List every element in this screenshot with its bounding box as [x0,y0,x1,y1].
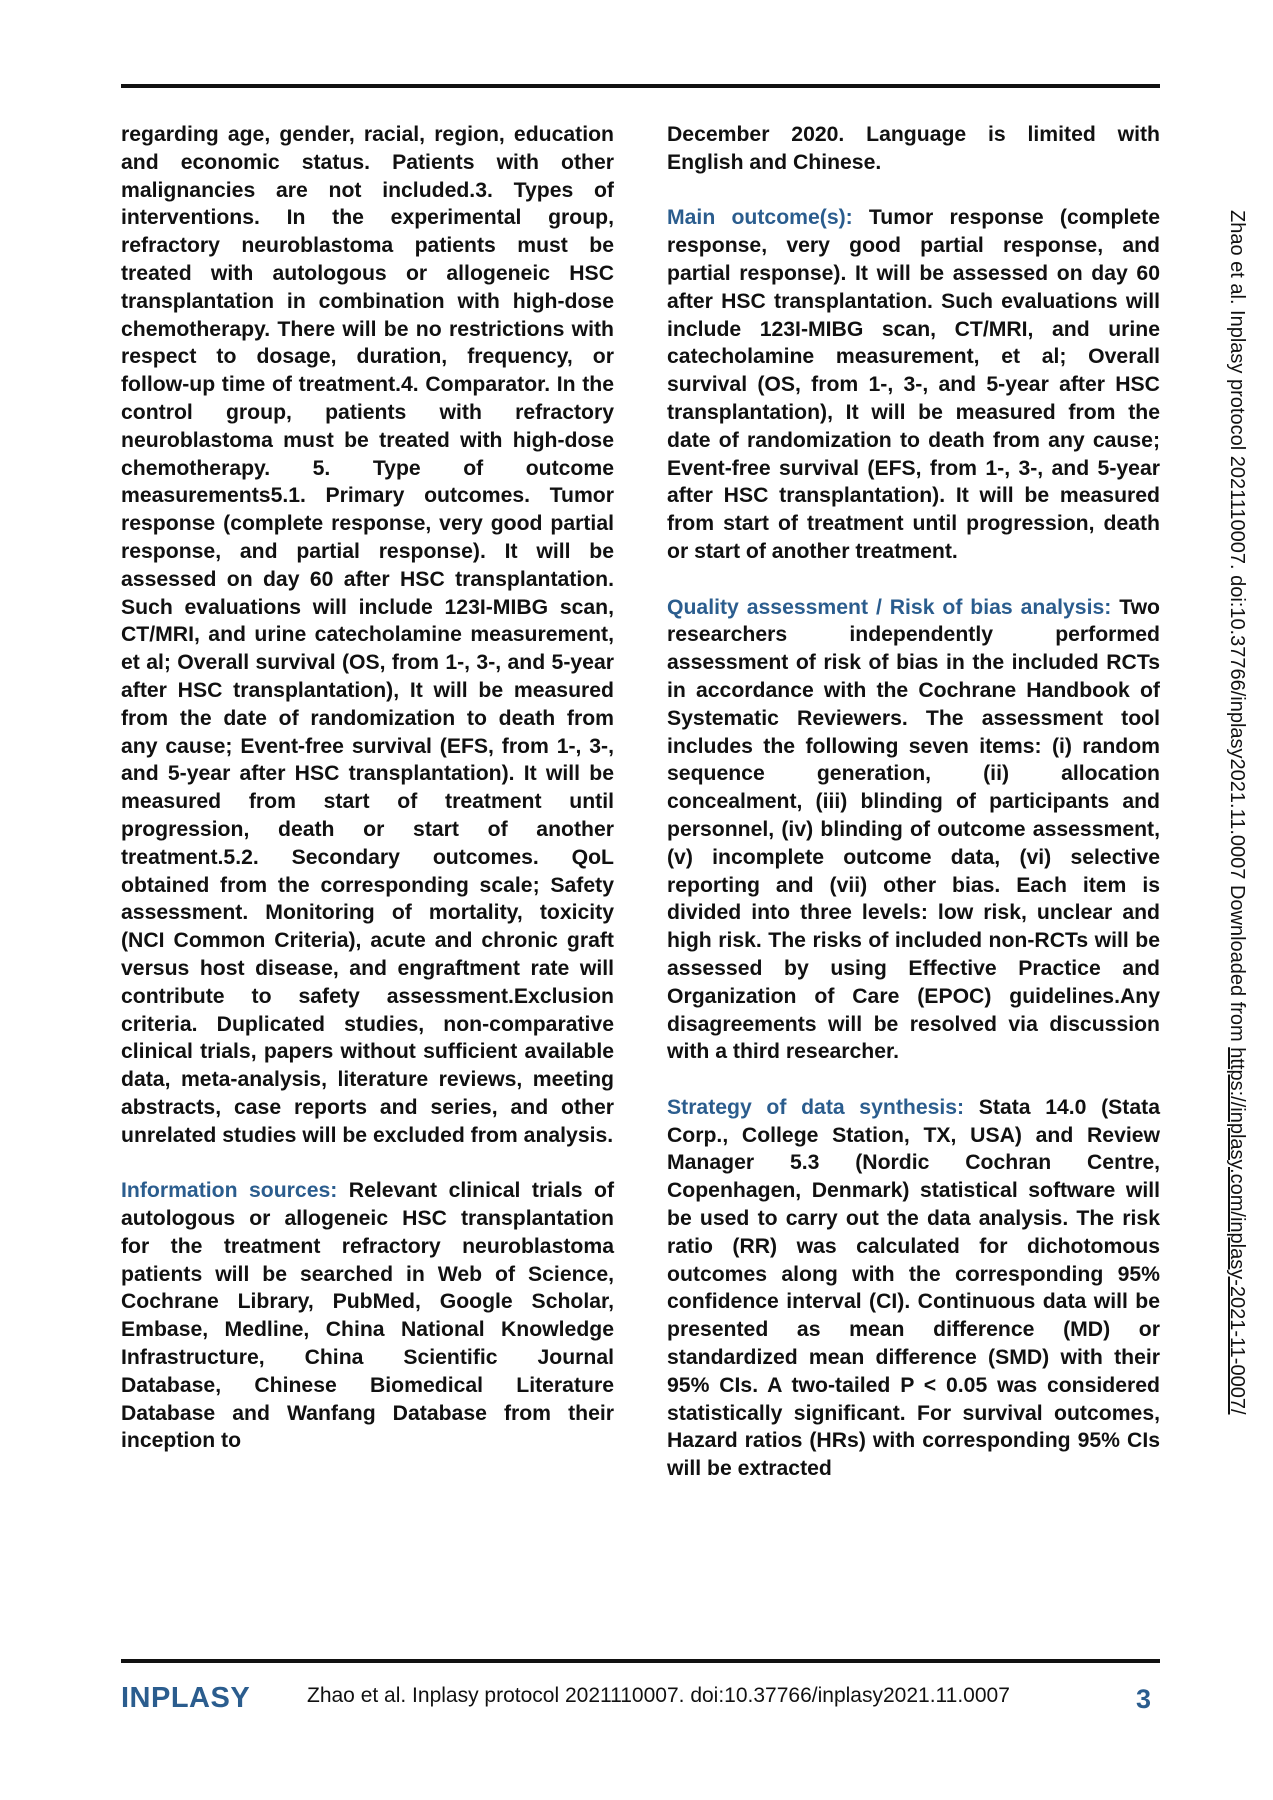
top-rule [121,84,1160,88]
right-column [667,121,1160,1483]
data-synthesis-paragraph [667,1094,1160,1483]
main-outcome-heading: Main outcome(s): [667,206,853,230]
quality-assessment-paragraph [667,594,1160,1067]
main-outcome-paragraph [667,204,1160,565]
footer-citation: Zhao et al. Inplasy protocol 2021110007. doi:10.37766/inplasy2021.11.0007 [307,1684,1010,1707]
data-synthesis-body: Stata 14.0 (Stata Corp., College Station, TX, USA) and Review Manager 5.3 (Nordic Cochran Centre, Copenhagen, Denmark) statistical software will be used to carry out the data analysis. The risk ratio (RR) was calculated for dichotomous outcomes along with the corresponding 95% confidence interval (CI). Continuous data will be presented as mean difference (MD) or standardized mean difference (SMD) with their 95% CIs. A two-tailed P < 0.05 was considered statistically significant. For survival outcomes, Hazard ratios (HRs) with corresponding 95% CIs will be extracted [667,1095,1160,1481]
language-paragraph: December 2020. Language is limited with English and Chinese. [667,123,1160,174]
eligibility-paragraph: regarding age, gender, racial, region, education and economic status. Patients with other malignancies are not included.3. Types of interventions. In the experimental group, refractory neuroblastoma patients must be treated with autologous or allogeneic HSC transplantation in combination with high-dose chemotherapy. There will be no restrictions with respect to dosage, duration, frequency, or follow-up time of treatment.4. Comparator. In the control group, patients with refractory neuroblastoma must be treated with high-dose chemotherapy. 5. Type of outcome measurements5.1. Primary outcomes. Tumor response (complete response, very good partial response, and partial response). It will be assessed on day 60 after HSC transplantation. Such evaluations will include 123I-MIBG scan, CT/MRI, and urine catecholamine measurement, et al; Overall survival (OS, from 1-, 3-, and 5-year after HSC transplantation), It will be measured from the date of randomization to death from any cause; Event-free survival (EFS, from 1-, 3-, and 5-year after HSC transplantation). It will be measured from start of treatment until progression, death or start of another treatment.5.2. Secondary outcomes. QoL obtained from the corresponding scale; Safety assessment. Monitoring of mortality, toxicity (NCI Common Criteria), acute and chronic graft versus host disease, and engraftment rate will contribute to safety assessment.Exclusion criteria. Duplicated studies, non-comparative clinical trials, papers without sufficient available data, meta-analysis, literature reviews, meeting abstracts, case reports and series, and other unrelated studies will be excluded from analysis. [121,123,614,1147]
data-synthesis-heading: Strategy of data synthesis: [667,1095,965,1119]
information-sources-body: Relevant clinical trials of autologous or allogeneic HSC transplantation for the treatment refractory neuroblastoma patients will be searched in Web of Science, Cochrane Library, PubMed, Google Scholar, Embase, Medline, China National Knowledge Infrastructure, China Scientific Journal Database, Chinese Biomedical Literature Database and Wanfang Database from their inception to [121,1179,614,1453]
page-number: 3 [1136,1684,1152,1714]
left-column [121,121,614,1455]
quality-assessment-body: Two researchers independently performed assessment of risk of bias in the included RCTs in accordance with the Cochrane Handbook of Systematic Reviewers. The assessment tool includes the following seven items: (i) random sequence generation, (ii) allocation concealment, (iii) blinding of participants and personnel, (iv) blinding of outcome assessment, (v) incomplete outcome data, (vi) selective reporting and (vii) other bias. Each item is divided into three levels: low risk, unclear and high risk. The risks of included non-RCTs will be assessed by using Effective Practice and Organization of Care (EPOC) guidelines.Any disagreements will be resolved via discussion with a third researcher. [667,595,1160,1064]
quality-assessment-heading: Quality assessment / Risk of bias analysis: [667,595,1112,619]
side-citation-prefix: Zhao et al. Inplasy protocol 2021110007. doi:10.37766/inplasy2021.11.0007 Downloaded from [1226,210,1248,1048]
bottom-rule [121,1659,1160,1663]
information-sources-paragraph [121,1177,614,1455]
side-citation-text [1225,210,1248,1415]
information-sources-heading: Information sources: [121,1179,338,1203]
main-outcome-body: Tumor response (complete response, very good partial response, and partial response). It will be assessed on day 60 after HSC transplantation. Such evaluations will include 123I-MIBG scan, CT/MRI, and urine catecholamine measurement, et al; Overall survival (OS, from 1-, 3-, and 5-year after HSC transplantation), It will be measured from the date of randomization to death from any cause; Event-free survival (EFS, from 1-, 3-, and 5-year after HSC transplantation). It will be measured from start of treatment until progression, death or start of another treatment. [667,206,1160,563]
footer-brand-logo: INPLASY [121,1682,251,1714]
side-citation-link[interactable]: https://inplasy.com/inplasy-2021-11-0007/ [1226,1047,1248,1415]
